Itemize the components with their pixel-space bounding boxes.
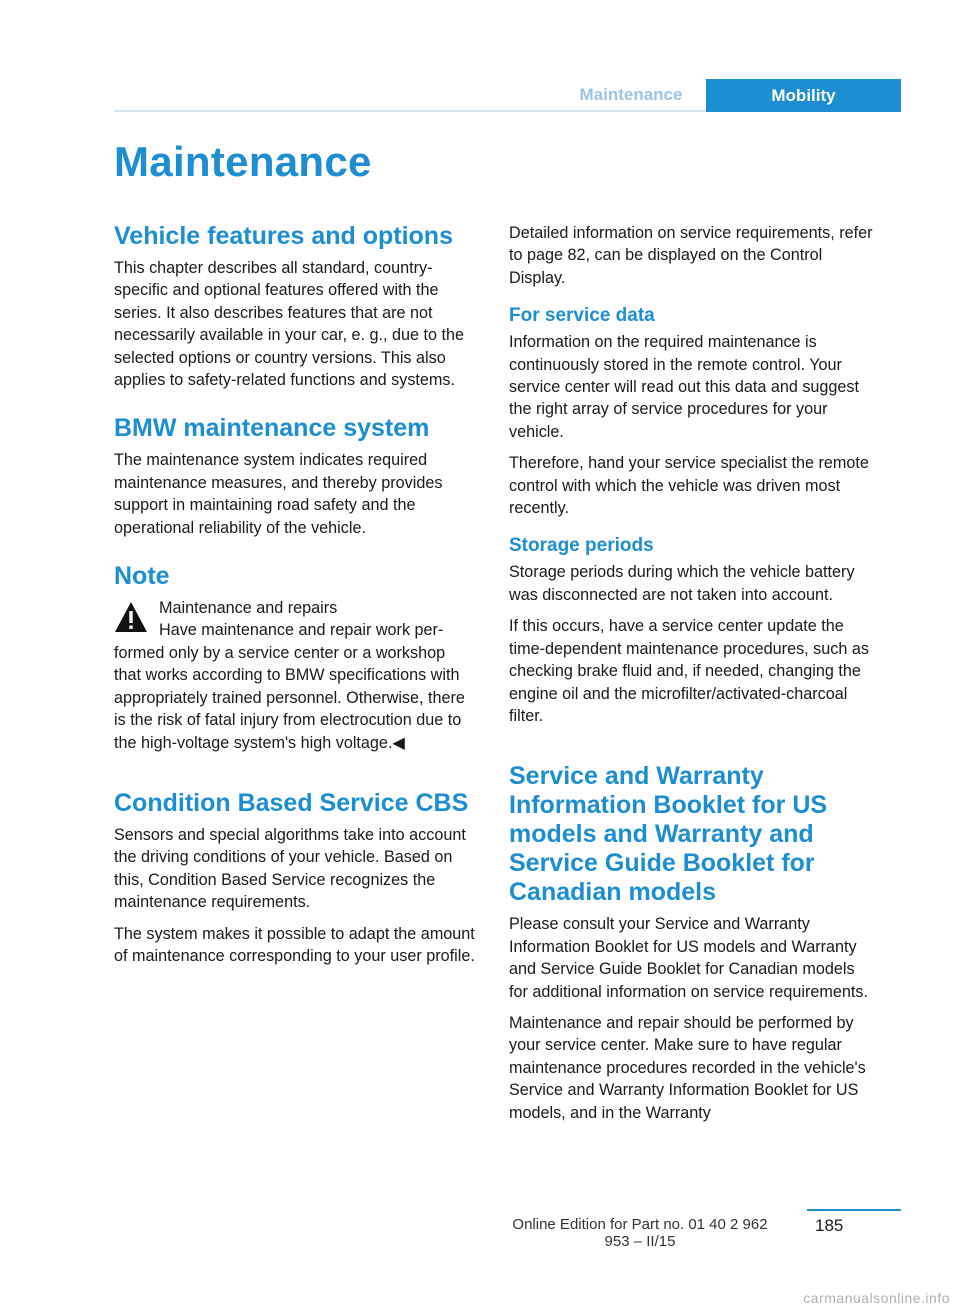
right-column xyxy=(509,222,874,1133)
heading-bmw-maintenance-system: BMW maintenance system xyxy=(114,414,430,443)
page-title: Maintenance xyxy=(114,138,372,185)
paragraph-booklet-consult: Please consult your Service and Warranty Information Booklet for US models and Warranty and Service Guide Booklet for Canadian models for additional information on service requirements. xyxy=(509,915,869,1001)
paragraph-bmw-maintenance-system: The maintenance system indicates required maintenance measures, and thereby provides support in maintaining road safety and the operational reliability of the vehicle. xyxy=(114,451,443,537)
watermark: carmanualsonline.info xyxy=(803,1290,950,1306)
warning-note-text: formed only by a service center or a workshop that works according to BMW specifications with appropriately trained personnel. Otherwise, there is the risk of fatal injury from electrocution due to the high-voltage system's high voltage.◀ xyxy=(114,643,465,752)
header-chapter-tab: Mobility xyxy=(706,79,901,112)
page-number: 185 xyxy=(815,1216,844,1235)
footer-rule xyxy=(807,1209,901,1211)
paragraph-service-data-stored: Information on the required maintenance is continuously stored in the remote control. Your service center will read out this data and suggest the right array of service procedures for your vehicle. xyxy=(509,333,860,441)
warning-note-title: Maintenance and repairs xyxy=(159,599,338,618)
paragraph-storage-update: If this occurs, have a service center update the time-dependent maintenance procedures, such as checking brake fluid and, if needed, changing the engine oil and the microfilter/activated-charcoal filter. xyxy=(509,617,869,725)
warning-note-first-line: Have maintenance and repair work per- xyxy=(159,621,444,640)
paragraph-cbs-sensors: Sensors and special algorithms take into account the driving conditions of your vehicle. Based on this, Condition Based Service recognizes the maintenance requirements. xyxy=(114,825,466,912)
paragraph-detailed-information: Detailed information on service requirements, refer to page 82, can be displayed on the Control Display. xyxy=(509,224,873,287)
heading-service-warranty-booklet: Service and Warranty Information Booklet for US models and Warranty and Service Guide Booklet for Canadian models xyxy=(509,762,828,907)
heading-for-service-data: For service data xyxy=(509,305,655,327)
warning-triangle-icon xyxy=(114,601,148,633)
footer-edition: Online Edition for Part no. 01 40 2 962 953 – II/15 xyxy=(512,1216,768,1250)
paragraph-cbs-profile: The system makes it possible to adapt the amount of maintenance corresponding to your user profile. xyxy=(114,924,475,965)
left-column xyxy=(114,222,476,976)
paragraph-booklet-maintenance: Maintenance and repair should be performed by your service center. Make sure to have regular maintenance procedures recorded in the vehicle's Service and Warranty Information Booklet for US models, and in the Warranty xyxy=(509,1013,866,1122)
heading-note: Note xyxy=(114,562,170,591)
paragraph-vehicle-features: This chapter describes all standard, country-specific and optional features offered with the series. It also describes features that are not necessarily available in your car, e. g., due to the selected options or country versions. This also applies to safety-related functions and systems. xyxy=(114,259,465,390)
heading-vehicle-features: Vehicle features and options xyxy=(114,222,453,250)
paragraph-storage-periods: Storage periods during which the vehicle battery was disconnected are not taken into account. xyxy=(509,563,855,604)
heading-storage-periods: Storage periods xyxy=(509,535,654,557)
heading-condition-based-service: Condition Based Service CBS xyxy=(114,788,469,817)
paragraph-service-data-remote: Therefore, hand your service specialist the remote control with which the vehicle was driven most recently. xyxy=(509,454,869,518)
header-section-label: Maintenance xyxy=(579,85,683,104)
warning-note xyxy=(114,597,476,642)
